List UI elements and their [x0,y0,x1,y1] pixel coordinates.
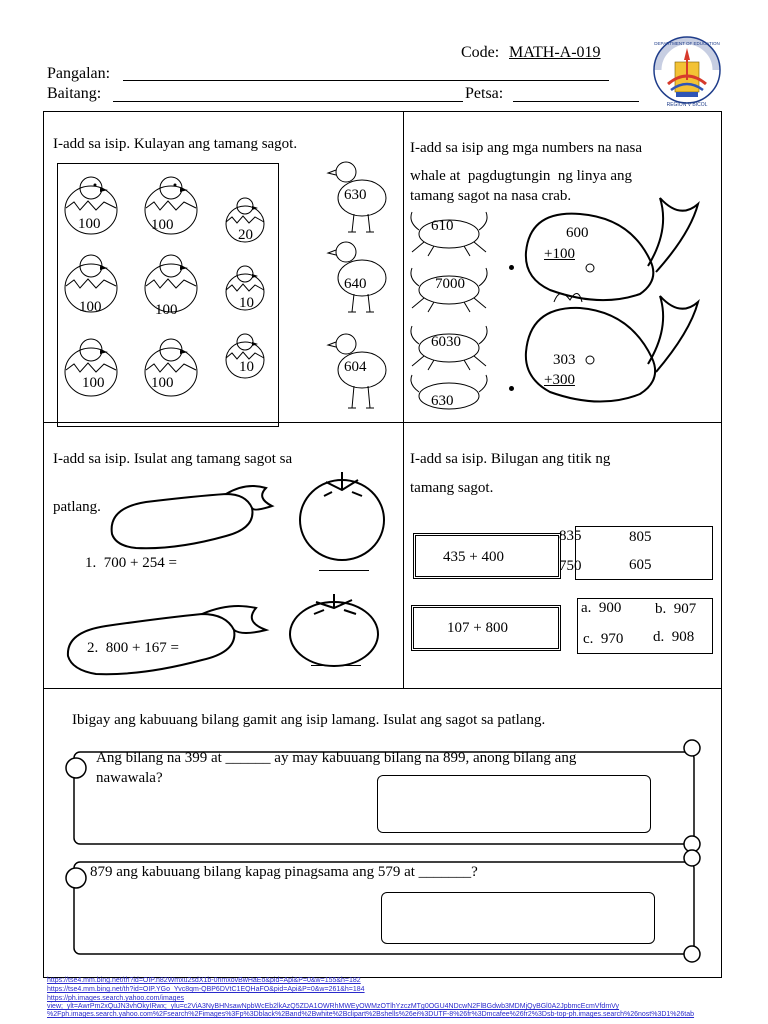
q5-problem1-line1: Ang bilang na 399 at ______ ay may kabuuang bilang na 899, anong bilang ang [96,750,577,766]
source-url[interactable]: %2Fph.images.search.yahoo.com%2Fsearch%2Fimages%3Fp%3Dblack%2Band%2Bwhite%2Bclipart%2Bshells%26ei%3DUTF-8%26fr%3Dmcafee%26fr2%3Dsb-top-ph.images.search%26nost%3D1%26tab [47,1011,695,1018]
q4-instruction-line1: I-add sa isip. Bilugan ang titik ng [410,451,611,467]
whale-icon [520,282,700,412]
chick-answer[interactable]: 604 [344,359,367,375]
q2-instruction-line1: I-add sa isip ang mga numbers na nasa [410,140,643,156]
egg-value[interactable]: 20 [238,227,253,243]
code-label: Code: [461,44,500,61]
q3-item1: 1. 700 + 254 = [85,555,177,571]
choice[interactable]: 605 [629,557,652,573]
logo-top-text: DEPARTMENT OF EDUCATION [654,41,720,46]
grade-field[interactable] [113,101,463,102]
q2-instruction-line3: tamang sagot na nasa crab. [410,188,572,204]
choice[interactable]: c. 970 [583,631,624,647]
whale-addend-bottom: +100 [544,246,575,262]
choice[interactable]: 750 [559,558,582,574]
whale-addend-top: 600 [566,225,589,241]
choice[interactable]: d. 908 [653,629,695,645]
q3-instruction-line1: I-add sa isip. Isulat ang tamang sagot sa [53,451,293,467]
source-url[interactable]: view;_ylt=AwrPm2xQuJN3vhOkyIRwx;_ylu=c2ViA3NyBHNsawNpbWcEb2lkAzQ5ZDA1OWRhMWEyOWMzOTlhYzczMTg0OGU4NDcwN2FlBGdwb3MDMjQyBGl0A2JpbmcEcmVfdmVy [47,1003,620,1010]
whale-addend-top: 303 [553,352,576,368]
q2-instruction-line2: whale at pagdugtungin ng linya ang [410,168,633,184]
date-label: Petsa: [465,85,504,102]
eggplant-icon [106,478,278,558]
egg-value[interactable]: 10 [239,359,254,375]
choice[interactable]: b. 907 [655,601,697,617]
q3-instruction-line2: patlang. [53,499,101,515]
source-url[interactable]: https://ph.images.search.yahoo.com/images [47,995,184,1002]
name-label: Pangalan: [47,65,111,82]
crab-value[interactable]: 6030 [431,334,461,350]
crab-value[interactable]: 610 [431,218,454,234]
answer-box-2[interactable] [381,892,655,944]
q5-problem1-line2: nawawala? [96,770,163,786]
answer-box-1[interactable] [377,775,651,833]
choice[interactable]: a. 900 [581,600,622,616]
q4-instruction-line2: tamang sagot. [410,480,494,496]
chick-answer[interactable]: 630 [344,187,367,203]
grid-divider-row2 [43,688,721,689]
whale-addend-bottom: +300 [544,372,575,388]
choice[interactable]: 835 [559,528,582,544]
grade-label: Baitang: [47,85,102,102]
choice[interactable]: 805 [629,529,652,545]
q3-item2: 2. 800 + 167 = [87,640,179,656]
q4-problem2: 107 + 800 [447,620,508,636]
deped-seal-logo [646,32,728,112]
source-url[interactable]: https://tse4.mm.bing.net/th?id=OIP.YGo_Yvc8qm-QBP6DVtC1EQHaFO&pid=Api&P=0&w=261&h=184 [47,986,365,993]
q3-item1-answer-line[interactable] [319,570,369,571]
name-field[interactable] [123,80,609,81]
q3-item2-answer-line[interactable] [311,665,361,666]
tomato-icon [286,592,382,670]
connect-dot[interactable] [509,386,514,391]
crab-value[interactable]: 630 [431,393,454,409]
egg-value[interactable]: 100 [151,217,174,233]
egg-value[interactable]: 100 [79,299,102,315]
connect-dot[interactable] [509,265,514,270]
egg-value[interactable]: 100 [155,302,178,318]
code-value: MATH-A-019 [509,44,601,61]
egg-value[interactable]: 100 [78,216,101,232]
egg-value[interactable]: 100 [82,375,105,391]
q1-instruction: I-add sa isip. Kulayan ang tamang sagot. [53,136,298,152]
chick-answer[interactable]: 640 [344,276,367,292]
logo-bottom-text: REGION V BICOL [666,102,708,108]
source-url[interactable]: https://tse4.mm.bing.net/th?id=OIP.n82Wmxu2sdX1b-0nmxovBwHaEo&pid=Api&P=0&w=155&h=182 [47,977,361,984]
tomato-icon [296,466,388,566]
q4-problem1: 435 + 400 [443,549,504,565]
date-field[interactable] [513,101,639,102]
egg-value[interactable]: 10 [239,295,254,311]
crab-value[interactable]: 7000 [435,276,465,292]
q5-problem2: 879 ang kabuuang bilang kapag pinagsama ang 579 at _______? [90,864,478,880]
q5-instruction: Ibigay ang kabuuang bilang gamit ang isip lamang. Isulat ang sagot sa patlang. [72,712,546,728]
egg-value[interactable]: 100 [151,375,174,391]
